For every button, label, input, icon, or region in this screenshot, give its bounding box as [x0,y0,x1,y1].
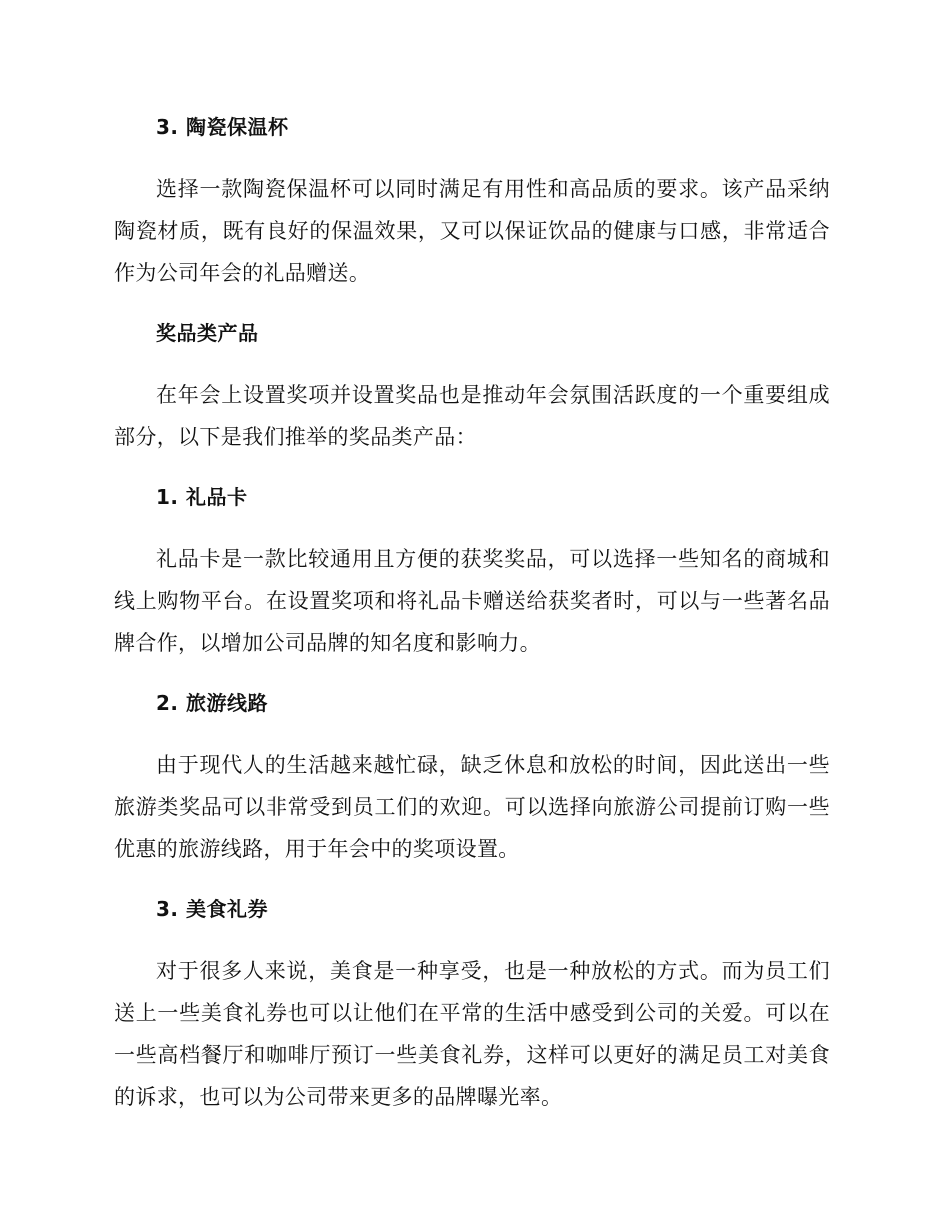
section-heading-food-voucher: 3. 美食礼券 [156,897,268,921]
section-heading-prize-products: 奖品类产品 [156,321,259,345]
section-body-prize-products: 在年会上设置奖项并设置奖品也是推动年会氛围活跃度的一个重要组成部分，以下是我们推举的奖品类产品： [114,383,830,449]
section-body-food-voucher: 对于很多人来说，美食是一种享受，也是一种放松的方式。而为员工们送上一些美食礼券也可以让他们在平常的生活中感受到公司的关爱。可以在一些高档餐厅和咖啡厅预订一些美食礼券，这样可以更好的满足员工对美食的诉求，也可以为公司带来更多的品牌曝光率。 [114,959,830,1109]
section-body-travel-route: 由于现代人的生活越来越忙碌，缺乏休息和放松的时间，因此送出一些旅游类奖品可以非常受到员工们的欢迎。可以选择向旅游公司提前订购一些优惠的旅游线路，用于年会中的奖项设置。 [114,753,830,861]
section-heading-ceramic-cup: 3. 陶瓷保温杯 [156,115,289,139]
section-body-ceramic-cup: 选择一款陶瓷保温杯可以同时满足有用性和高品质的要求。该产品采纳陶瓷材质，既有良好的保温效果，又可以保证饮品的健康与口感，非常适合作为公司年会的礼品赠送。 [114,177,830,285]
section-body-gift-card: 礼品卡是一款比较通用且方便的获奖奖品，可以选择一些知名的商城和线上购物平台。在设置奖项和将礼品卡赠送给获奖者时，可以与一些著名品牌合作，以增加公司品牌的知名度和影响力。 [114,547,830,655]
section-heading-gift-card: 1. 礼品卡 [156,485,248,509]
document-page [114,112,830,1118]
section-heading-travel-route: 2. 旅游线路 [156,691,268,715]
